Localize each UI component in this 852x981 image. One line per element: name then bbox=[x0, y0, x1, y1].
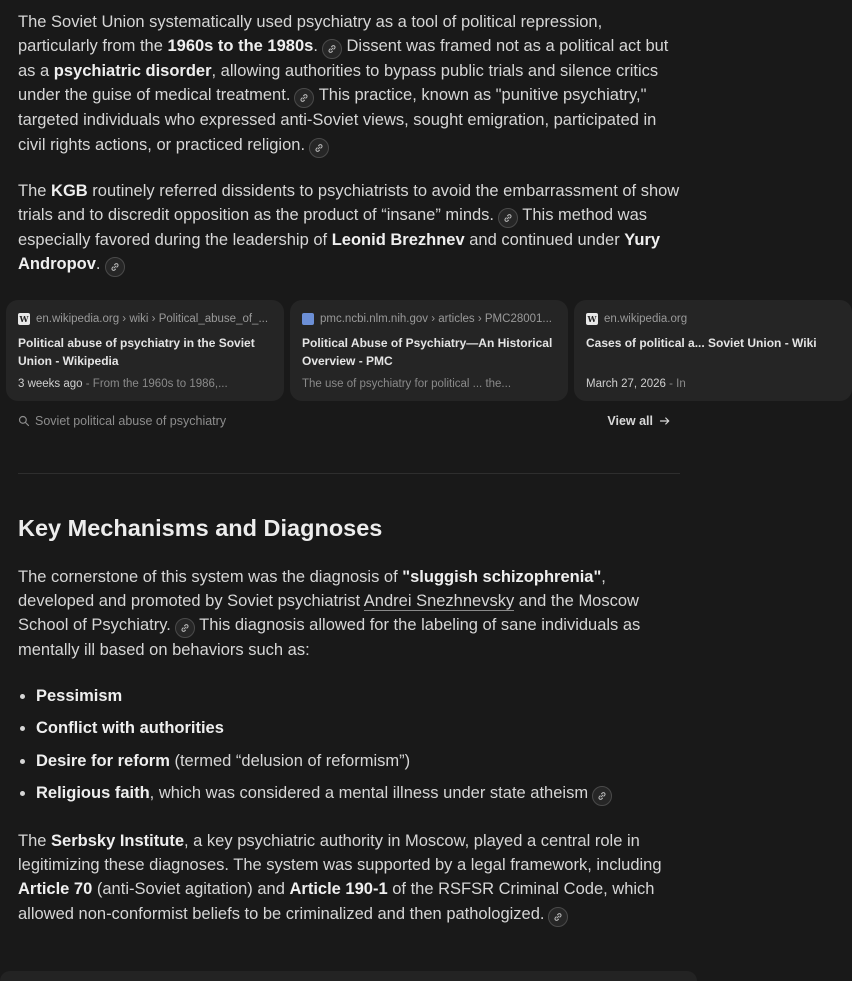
related-search-link[interactable] bbox=[18, 414, 226, 428]
entity-link[interactable]: Andrei Snezhnevsky bbox=[363, 592, 515, 611]
text-span: routinely referred dissidents to psychiatrists to avoid the embarrassment of show trials and to discredit opposition as the product of “insane” minds. bbox=[18, 182, 680, 225]
section-divider bbox=[18, 473, 680, 474]
text-span: , developed and promoted by Soviet psychiatrist bbox=[18, 568, 606, 611]
text-span: , which was considered a mental illness under state atheism bbox=[149, 784, 589, 803]
text-span: This diagnosis allowed for the labeling of sane individuals as mentally ill based on behaviors such as: bbox=[18, 616, 641, 660]
bold-text: KGB bbox=[51, 182, 88, 200]
bold-text: psychiatric disorder bbox=[53, 62, 212, 81]
source-title: Political abuse of psychiatry in the Soviet Union - Wikipedia bbox=[18, 336, 255, 368]
source-card[interactable] bbox=[574, 300, 852, 401]
text-span: (termed “delusion of reformism”) bbox=[169, 751, 411, 770]
source-cards-carousel bbox=[6, 300, 817, 401]
text-span: The Soviet Union systematically used psychiatry as a tool of political repression, particularly from the bbox=[18, 13, 603, 56]
bold-text: Article 70 bbox=[18, 880, 93, 899]
bold-text: Conflict with authorities bbox=[36, 719, 224, 738]
source-snippet: - From the 1960s to 1986,... bbox=[82, 378, 228, 390]
bold-text: Serbsky Institute bbox=[51, 832, 184, 850]
list-item bbox=[18, 781, 680, 813]
source-url: en.wikipedia.org bbox=[604, 313, 688, 325]
text-span: The bbox=[18, 832, 52, 850]
bold-text: "sluggish schizophrenia" bbox=[402, 568, 602, 586]
intro-paragraph bbox=[18, 10, 680, 158]
pmc-favicon-icon bbox=[302, 313, 314, 325]
bold-text: Desire for reform bbox=[36, 751, 170, 770]
citation-link-icon[interactable] bbox=[592, 786, 612, 806]
source-title: Cases of political a... Soviet Union - Wiki bbox=[586, 336, 817, 350]
text-span: . bbox=[95, 255, 101, 274]
text-span: , a key psychiatric authority in Moscow, played a central role in legitimizing these diagnoses. The system was supported by a legal framework, including bbox=[18, 832, 662, 875]
source-url: en.wikipedia.org › wiki › Political_abuse_of_... bbox=[36, 313, 269, 325]
text-span: Dissent was framed not as a political act but as a bbox=[18, 37, 669, 81]
text-span: This method was especially favored during the leadership of bbox=[18, 206, 648, 250]
text-span: . bbox=[313, 37, 318, 56]
text-span: The cornerstone of this system was the diagnosis of bbox=[18, 568, 403, 586]
citation-link-icon[interactable] bbox=[548, 907, 568, 927]
bold-text: Religious faith bbox=[36, 784, 150, 803]
view-all-button[interactable] bbox=[607, 414, 671, 428]
text-span: and the Moscow School of Psychiatry. bbox=[18, 592, 639, 635]
source-card[interactable] bbox=[290, 300, 568, 401]
source-date: 3 weeks ago bbox=[18, 378, 83, 390]
list-item bbox=[18, 684, 680, 716]
kgb-paragraph bbox=[18, 179, 680, 277]
citation-link-icon[interactable] bbox=[175, 618, 195, 638]
behaviors-list bbox=[18, 684, 680, 814]
wikipedia-favicon-icon: W bbox=[587, 314, 597, 324]
text-span: This practice, known as "punitive psychiatry," targeted individuals who expressed anti-Soviet views, sought emigration, participated in civil rights actions, or practiced religion. bbox=[18, 86, 657, 154]
bold-text: Article 190-1 bbox=[289, 880, 388, 899]
input-bar-edge bbox=[0, 971, 697, 981]
diagnosis-paragraph bbox=[18, 565, 680, 663]
source-snippet: The use of psychiatry for political ... the... bbox=[302, 378, 512, 390]
wikipedia-favicon-icon: W bbox=[19, 314, 29, 324]
citation-link-icon[interactable] bbox=[105, 257, 125, 277]
citation-link-icon[interactable] bbox=[498, 208, 518, 228]
bold-text: Yury Andropov bbox=[18, 231, 661, 274]
source-title: Political Abuse of Psychiatry—An Historical Overview - PMC bbox=[302, 336, 553, 368]
text-span: , allowing authorities to bypass public trials and silence critics under the guise of medical treatment. bbox=[18, 62, 659, 105]
list-item bbox=[18, 749, 680, 781]
serbsky-paragraph bbox=[18, 829, 680, 927]
text-span: The bbox=[18, 182, 52, 200]
bold-text: Leonid Brezhnev bbox=[331, 231, 465, 250]
arrow-right-icon bbox=[659, 415, 671, 427]
source-url: pmc.ncbi.nlm.nih.gov › articles › PMC28001... bbox=[320, 313, 553, 325]
source-card[interactable] bbox=[6, 300, 284, 401]
search-query-text: Soviet political abuse of psychiatry bbox=[35, 414, 227, 428]
bold-text: Pessimism bbox=[36, 687, 123, 705]
section-heading: Key Mechanisms and Diagnoses bbox=[18, 515, 383, 541]
view-all-label: View all bbox=[607, 414, 653, 428]
citation-link-icon[interactable] bbox=[322, 39, 342, 59]
text-span: (anti-Soviet agitation) and bbox=[92, 880, 290, 899]
citation-link-icon[interactable] bbox=[294, 88, 314, 108]
source-snippet: - In bbox=[665, 378, 686, 390]
citation-link-icon[interactable] bbox=[309, 138, 329, 158]
text-span: of the RSFSR Criminal Code, which allowed non-conformist beliefs to be criminalized and then pathologized. bbox=[18, 880, 655, 923]
search-icon bbox=[18, 415, 30, 427]
text-span: and continued under bbox=[464, 231, 625, 250]
source-date: March 27, 2026 bbox=[586, 378, 666, 390]
list-item bbox=[18, 716, 680, 748]
bold-text: 1960s to the 1980s bbox=[167, 37, 314, 56]
